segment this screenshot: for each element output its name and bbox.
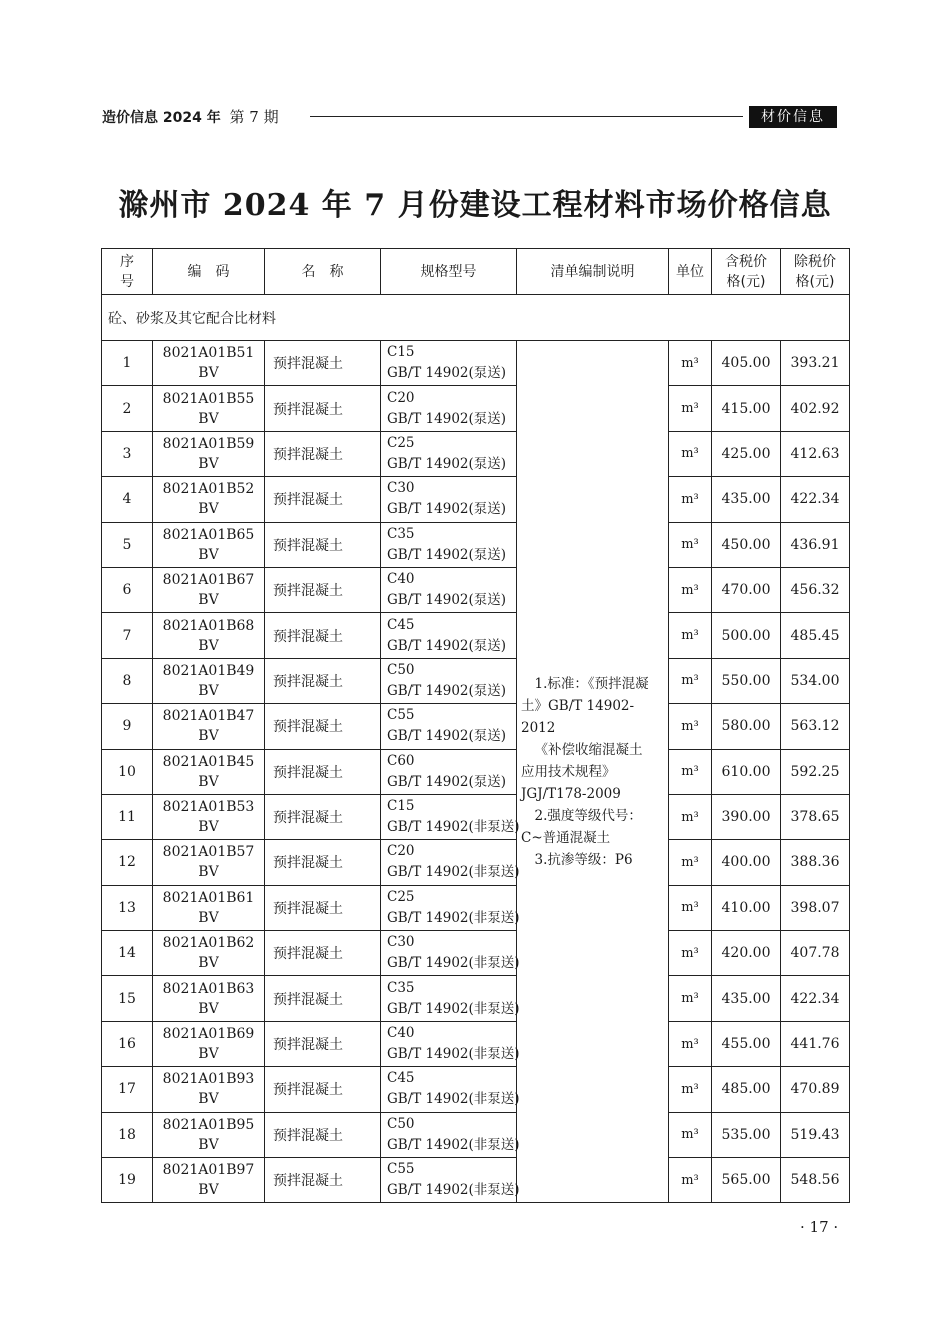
table-row bbox=[102, 567, 850, 612]
table-row bbox=[102, 477, 850, 522]
cell-unit: m³ bbox=[669, 431, 712, 476]
cell-spec: C30 GB/T 14902(泵送) bbox=[381, 477, 517, 522]
cell-price-notax: 485.45 bbox=[781, 613, 850, 658]
cell-name: 预拌混凝土 bbox=[265, 885, 381, 930]
col-header-unit: 单位 bbox=[669, 249, 712, 295]
col-header-spec: 规格型号 bbox=[381, 249, 517, 295]
cell-code: 8021A01B61 BV bbox=[153, 885, 265, 930]
cell-spec: C40 GB/T 14902(非泵送) bbox=[381, 1021, 517, 1066]
table-row bbox=[102, 1067, 850, 1112]
cell-seq: 3 bbox=[102, 431, 153, 476]
col-header-desc: 清单编制说明 bbox=[517, 249, 669, 295]
cell-name: 预拌混凝土 bbox=[265, 1112, 381, 1157]
cell-unit: m³ bbox=[669, 567, 712, 612]
cell-unit: m³ bbox=[669, 976, 712, 1021]
cell-price-tax: 435.00 bbox=[712, 976, 781, 1021]
description-line: 1.标准：《预拌混凝 bbox=[534, 675, 649, 692]
cell-name: 预拌混凝土 bbox=[265, 840, 381, 885]
category-label: 砼、砂浆及其它配合比材料 bbox=[102, 295, 850, 341]
cell-description bbox=[517, 341, 669, 1203]
cell-price-notax: 456.32 bbox=[781, 567, 850, 612]
cell-price-notax: 519.43 bbox=[781, 1112, 850, 1157]
cell-spec: C20 GB/T 14902(非泵送) bbox=[381, 840, 517, 885]
cell-name: 预拌混凝土 bbox=[265, 1067, 381, 1112]
cell-price-notax: 548.56 bbox=[781, 1158, 850, 1203]
cell-seq: 8 bbox=[102, 658, 153, 703]
cell-price-tax: 425.00 bbox=[712, 431, 781, 476]
cell-code: 8021A01B57 BV bbox=[153, 840, 265, 885]
cell-code: 8021A01B51 BV bbox=[153, 341, 265, 386]
col-header-seq: 序 号 bbox=[102, 249, 153, 295]
cell-spec: C45 GB/T 14902(泵送) bbox=[381, 613, 517, 658]
cell-price-tax: 565.00 bbox=[712, 1158, 781, 1203]
cell-spec: C15 GB/T 14902(非泵送) bbox=[381, 794, 517, 839]
cell-price-notax: 402.92 bbox=[781, 386, 850, 431]
cell-code: 8021A01B65 BV bbox=[153, 522, 265, 567]
cell-name: 预拌混凝土 bbox=[265, 658, 381, 703]
description-line: 土》GB/T 14902-2012 bbox=[521, 697, 635, 736]
cell-price-tax: 535.00 bbox=[712, 1112, 781, 1157]
cell-name: 预拌混凝土 bbox=[265, 794, 381, 839]
table-row bbox=[102, 840, 850, 885]
cell-seq: 10 bbox=[102, 749, 153, 794]
cell-price-tax: 470.00 bbox=[712, 567, 781, 612]
table-row bbox=[102, 885, 850, 930]
table-row bbox=[102, 613, 850, 658]
col-header-price-notax: 除税价 格(元) bbox=[781, 249, 850, 295]
cell-price-tax: 455.00 bbox=[712, 1021, 781, 1066]
cell-unit: m³ bbox=[669, 885, 712, 930]
cell-seq: 18 bbox=[102, 1112, 153, 1157]
cell-spec: C15 GB/T 14902(泵送) bbox=[381, 341, 517, 386]
cell-code: 8021A01B68 BV bbox=[153, 613, 265, 658]
page-title: 滁州市 2024 年 7 月份建设工程材料市场价格信息 bbox=[118, 188, 832, 223]
running-header bbox=[102, 104, 837, 130]
cell-spec: C25 GB/T 14902(泵送) bbox=[381, 431, 517, 476]
cell-price-tax: 485.00 bbox=[712, 1067, 781, 1112]
cell-price-tax: 500.00 bbox=[712, 613, 781, 658]
cell-price-tax: 400.00 bbox=[712, 840, 781, 885]
cell-unit: m³ bbox=[669, 749, 712, 794]
cell-code: 8021A01B49 BV bbox=[153, 658, 265, 703]
cell-spec: C35 GB/T 14902(非泵送) bbox=[381, 976, 517, 1021]
cell-seq: 19 bbox=[102, 1158, 153, 1203]
cell-price-notax: 470.89 bbox=[781, 1067, 850, 1112]
cell-price-tax: 410.00 bbox=[712, 885, 781, 930]
cell-price-notax: 422.34 bbox=[781, 976, 850, 1021]
col-header-code: 编 码 bbox=[153, 249, 265, 295]
cell-spec: C40 GB/T 14902(泵送) bbox=[381, 567, 517, 612]
cell-name: 预拌混凝土 bbox=[265, 386, 381, 431]
cell-name: 预拌混凝土 bbox=[265, 976, 381, 1021]
cell-price-tax: 450.00 bbox=[712, 522, 781, 567]
cell-spec: C60 GB/T 14902(泵送) bbox=[381, 749, 517, 794]
cell-name: 预拌混凝土 bbox=[265, 704, 381, 749]
cell-code: 8021A01B59 BV bbox=[153, 431, 265, 476]
cell-spec: C20 GB/T 14902(泵送) bbox=[381, 386, 517, 431]
cell-name: 预拌混凝土 bbox=[265, 1021, 381, 1066]
cell-name: 预拌混凝土 bbox=[265, 749, 381, 794]
cell-price-tax: 420.00 bbox=[712, 931, 781, 976]
issue-number: 第 7 期 bbox=[229, 108, 279, 126]
col-header-name: 名 称 bbox=[265, 249, 381, 295]
cell-name: 预拌混凝土 bbox=[265, 341, 381, 386]
cell-unit: m³ bbox=[669, 1112, 712, 1157]
cell-unit: m³ bbox=[669, 794, 712, 839]
cell-code: 8021A01B95 BV bbox=[153, 1112, 265, 1157]
cell-name: 预拌混凝土 bbox=[265, 567, 381, 612]
description-line: C~普通混凝土 bbox=[521, 829, 611, 846]
cell-unit: m³ bbox=[669, 704, 712, 749]
price-table bbox=[101, 248, 850, 1203]
cell-price-tax: 580.00 bbox=[712, 704, 781, 749]
cell-price-notax: 534.00 bbox=[781, 658, 850, 703]
cell-price-notax: 422.34 bbox=[781, 477, 850, 522]
cell-price-notax: 436.91 bbox=[781, 522, 850, 567]
cell-price-tax: 435.00 bbox=[712, 477, 781, 522]
cell-price-notax: 398.07 bbox=[781, 885, 850, 930]
page-number: · 17 · bbox=[800, 1218, 839, 1236]
cell-code: 8021A01B47 BV bbox=[153, 704, 265, 749]
description-line: JGJ/T178-2009 bbox=[521, 785, 621, 802]
table-row bbox=[102, 976, 850, 1021]
cell-spec: C55 GB/T 14902(非泵送) bbox=[381, 1158, 517, 1203]
section-tag: 材价信息 bbox=[749, 106, 837, 128]
cell-seq: 7 bbox=[102, 613, 153, 658]
cell-price-tax: 415.00 bbox=[712, 386, 781, 431]
category-row bbox=[102, 295, 850, 341]
cell-seq: 11 bbox=[102, 794, 153, 839]
cell-unit: m³ bbox=[669, 1067, 712, 1112]
cell-unit: m³ bbox=[669, 1158, 712, 1203]
description-line: 《补偿收缩混凝土 bbox=[534, 741, 643, 758]
cell-seq: 1 bbox=[102, 341, 153, 386]
cell-unit: m³ bbox=[669, 931, 712, 976]
cell-spec: C45 GB/T 14902(非泵送) bbox=[381, 1067, 517, 1112]
cell-seq: 17 bbox=[102, 1067, 153, 1112]
col-header-price-tax: 含税价 格(元) bbox=[712, 249, 781, 295]
cell-code: 8021A01B69 BV bbox=[153, 1021, 265, 1066]
cell-seq: 14 bbox=[102, 931, 153, 976]
table-row bbox=[102, 1158, 850, 1203]
cell-seq: 15 bbox=[102, 976, 153, 1021]
table-row bbox=[102, 522, 850, 567]
cell-price-tax: 550.00 bbox=[712, 658, 781, 703]
table-row bbox=[102, 931, 850, 976]
cell-unit: m³ bbox=[669, 1021, 712, 1066]
table-row bbox=[102, 1112, 850, 1157]
cell-price-notax: 563.12 bbox=[781, 704, 850, 749]
cell-name: 预拌混凝土 bbox=[265, 477, 381, 522]
cell-unit: m³ bbox=[669, 341, 712, 386]
cell-spec: C50 GB/T 14902(非泵送) bbox=[381, 1112, 517, 1157]
cell-name: 预拌混凝土 bbox=[265, 613, 381, 658]
cell-unit: m³ bbox=[669, 386, 712, 431]
cell-seq: 4 bbox=[102, 477, 153, 522]
cell-price-tax: 610.00 bbox=[712, 749, 781, 794]
publication-name: 造价信息 2024 年 bbox=[102, 110, 221, 126]
cell-seq: 5 bbox=[102, 522, 153, 567]
cell-spec: C25 GB/T 14902(非泵送) bbox=[381, 885, 517, 930]
cell-seq: 2 bbox=[102, 386, 153, 431]
description-line: 2.强度等级代号： bbox=[534, 807, 642, 824]
description-line: 3.抗渗等级：P6 bbox=[534, 851, 633, 868]
header-rule bbox=[310, 116, 743, 117]
cell-name: 预拌混凝土 bbox=[265, 1158, 381, 1203]
table-header-row bbox=[102, 249, 850, 295]
cell-code: 8021A01B97 BV bbox=[153, 1158, 265, 1203]
cell-name: 预拌混凝土 bbox=[265, 431, 381, 476]
cell-spec: C30 GB/T 14902(非泵送) bbox=[381, 931, 517, 976]
cell-seq: 12 bbox=[102, 840, 153, 885]
cell-spec: C50 GB/T 14902(泵送) bbox=[381, 658, 517, 703]
table-row bbox=[102, 658, 850, 703]
cell-price-notax: 393.21 bbox=[781, 341, 850, 386]
table-row bbox=[102, 341, 850, 386]
table-row bbox=[102, 704, 850, 749]
cell-price-tax: 390.00 bbox=[712, 794, 781, 839]
cell-seq: 9 bbox=[102, 704, 153, 749]
cell-code: 8021A01B55 BV bbox=[153, 386, 265, 431]
table-row bbox=[102, 431, 850, 476]
publication-info bbox=[102, 104, 279, 131]
cell-price-notax: 388.36 bbox=[781, 840, 850, 885]
cell-seq: 13 bbox=[102, 885, 153, 930]
table-row bbox=[102, 1021, 850, 1066]
cell-seq: 16 bbox=[102, 1021, 153, 1066]
cell-name: 预拌混凝土 bbox=[265, 931, 381, 976]
cell-unit: m³ bbox=[669, 658, 712, 703]
cell-spec: C35 GB/T 14902(泵送) bbox=[381, 522, 517, 567]
cell-name: 预拌混凝土 bbox=[265, 522, 381, 567]
table-row bbox=[102, 386, 850, 431]
table-row bbox=[102, 749, 850, 794]
cell-code: 8021A01B53 BV bbox=[153, 794, 265, 839]
description-line: 应用技术规程》 bbox=[521, 763, 616, 780]
cell-code: 8021A01B67 BV bbox=[153, 567, 265, 612]
cell-code: 8021A01B93 BV bbox=[153, 1067, 265, 1112]
cell-unit: m³ bbox=[669, 522, 712, 567]
cell-unit: m³ bbox=[669, 477, 712, 522]
cell-unit: m³ bbox=[669, 840, 712, 885]
cell-price-notax: 592.25 bbox=[781, 749, 850, 794]
cell-code: 8021A01B52 BV bbox=[153, 477, 265, 522]
cell-code: 8021A01B62 BV bbox=[153, 931, 265, 976]
cell-price-notax: 441.76 bbox=[781, 1021, 850, 1066]
table-row bbox=[102, 794, 850, 839]
cell-code: 8021A01B45 BV bbox=[153, 749, 265, 794]
cell-price-notax: 407.78 bbox=[781, 931, 850, 976]
cell-price-notax: 378.65 bbox=[781, 794, 850, 839]
cell-code: 8021A01B63 BV bbox=[153, 976, 265, 1021]
cell-spec: C55 GB/T 14902(泵送) bbox=[381, 704, 517, 749]
cell-unit: m³ bbox=[669, 613, 712, 658]
cell-price-notax: 412.63 bbox=[781, 431, 850, 476]
cell-seq: 6 bbox=[102, 567, 153, 612]
cell-price-tax: 405.00 bbox=[712, 341, 781, 386]
